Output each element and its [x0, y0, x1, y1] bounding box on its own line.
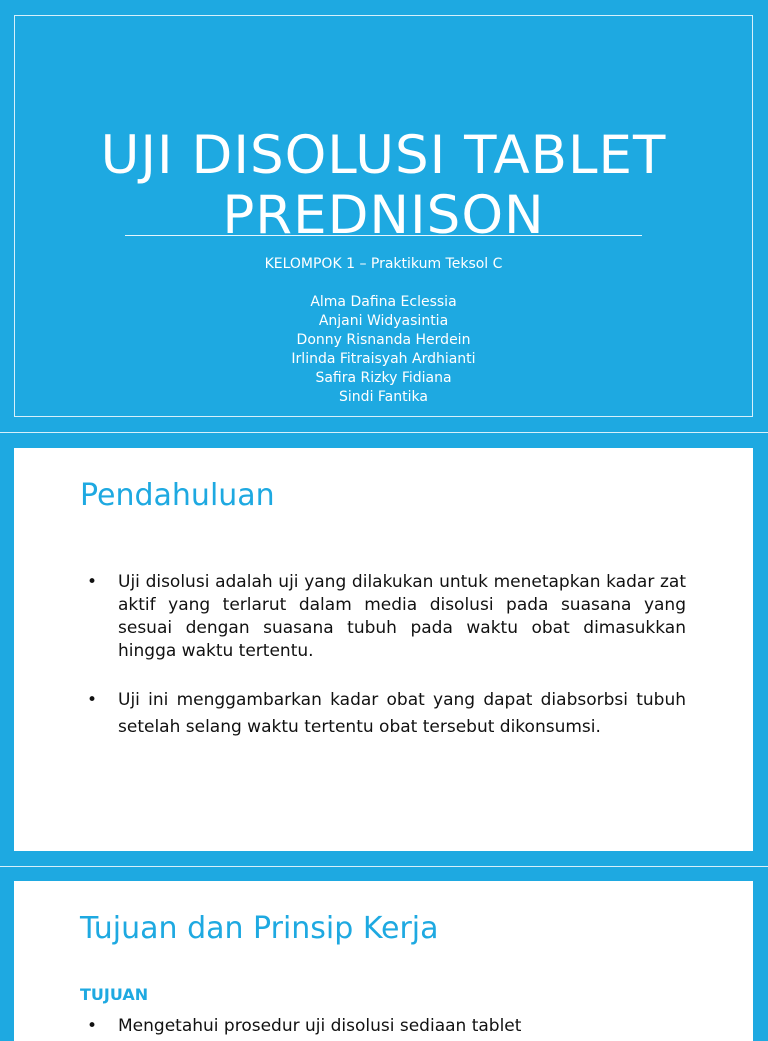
member-list [15, 293, 752, 407]
presentation-title [15, 126, 752, 246]
intro-slide [14, 448, 753, 851]
title-slide [14, 15, 753, 417]
bullet-dot-icon: • [87, 690, 98, 710]
group-subtitle: KELOMPOK 1 – Praktikum Teksol C [264, 256, 503, 272]
member-name: Donny Risnanda Herdein [296, 332, 471, 348]
objective-bullet-list [80, 1015, 686, 1038]
member-name: Sindi Fantika [339, 389, 428, 405]
slide-separator [0, 866, 768, 867]
title-line-2: PREDNISON [222, 185, 545, 246]
bullet-text: Uji disolusi adalah uji yang dilakukan untuk menetapkan kadar zat aktif yang terlarut dalam media disolusi pada suasana yang sesuai dengan suasana tubuh pada waktu obat dimasukkan hingga waktu tertentu. [118, 572, 686, 661]
bullet-item [80, 1015, 686, 1038]
bullet-item [80, 571, 686, 663]
bullet-text: Uji ini menggambarkan kadar obat yang dapat diabsorbsi tubuh setelah selang waktu tertentu obat tersebut dikonsumsi. [118, 690, 686, 737]
objective-slide [14, 881, 753, 1041]
member-name: Safira Rizky Fidiana [315, 370, 452, 386]
member-name: Alma Dafina Eclessia [310, 294, 457, 310]
title-line-1: UJI DISOLUSI TABLET [100, 125, 667, 186]
objective-label: TUJUAN [80, 985, 149, 1004]
bullet-item [80, 687, 686, 741]
member-name: Anjani Widyasintia [318, 313, 449, 329]
intro-heading: Pendahuluan [80, 478, 275, 513]
objective-heading: Tujuan dan Prinsip Kerja [80, 911, 439, 946]
bullet-text: Mengetahui prosedur uji disolusi sediaan tablet [118, 1016, 522, 1036]
intro-bullet-list [80, 571, 686, 741]
bullet-dot-icon: • [87, 572, 98, 592]
member-name: Irlinda Fitraisyah Ardhianti [291, 351, 476, 367]
bullet-dot-icon: • [87, 1016, 98, 1036]
slide-separator [0, 432, 768, 433]
title-divider [125, 235, 642, 236]
